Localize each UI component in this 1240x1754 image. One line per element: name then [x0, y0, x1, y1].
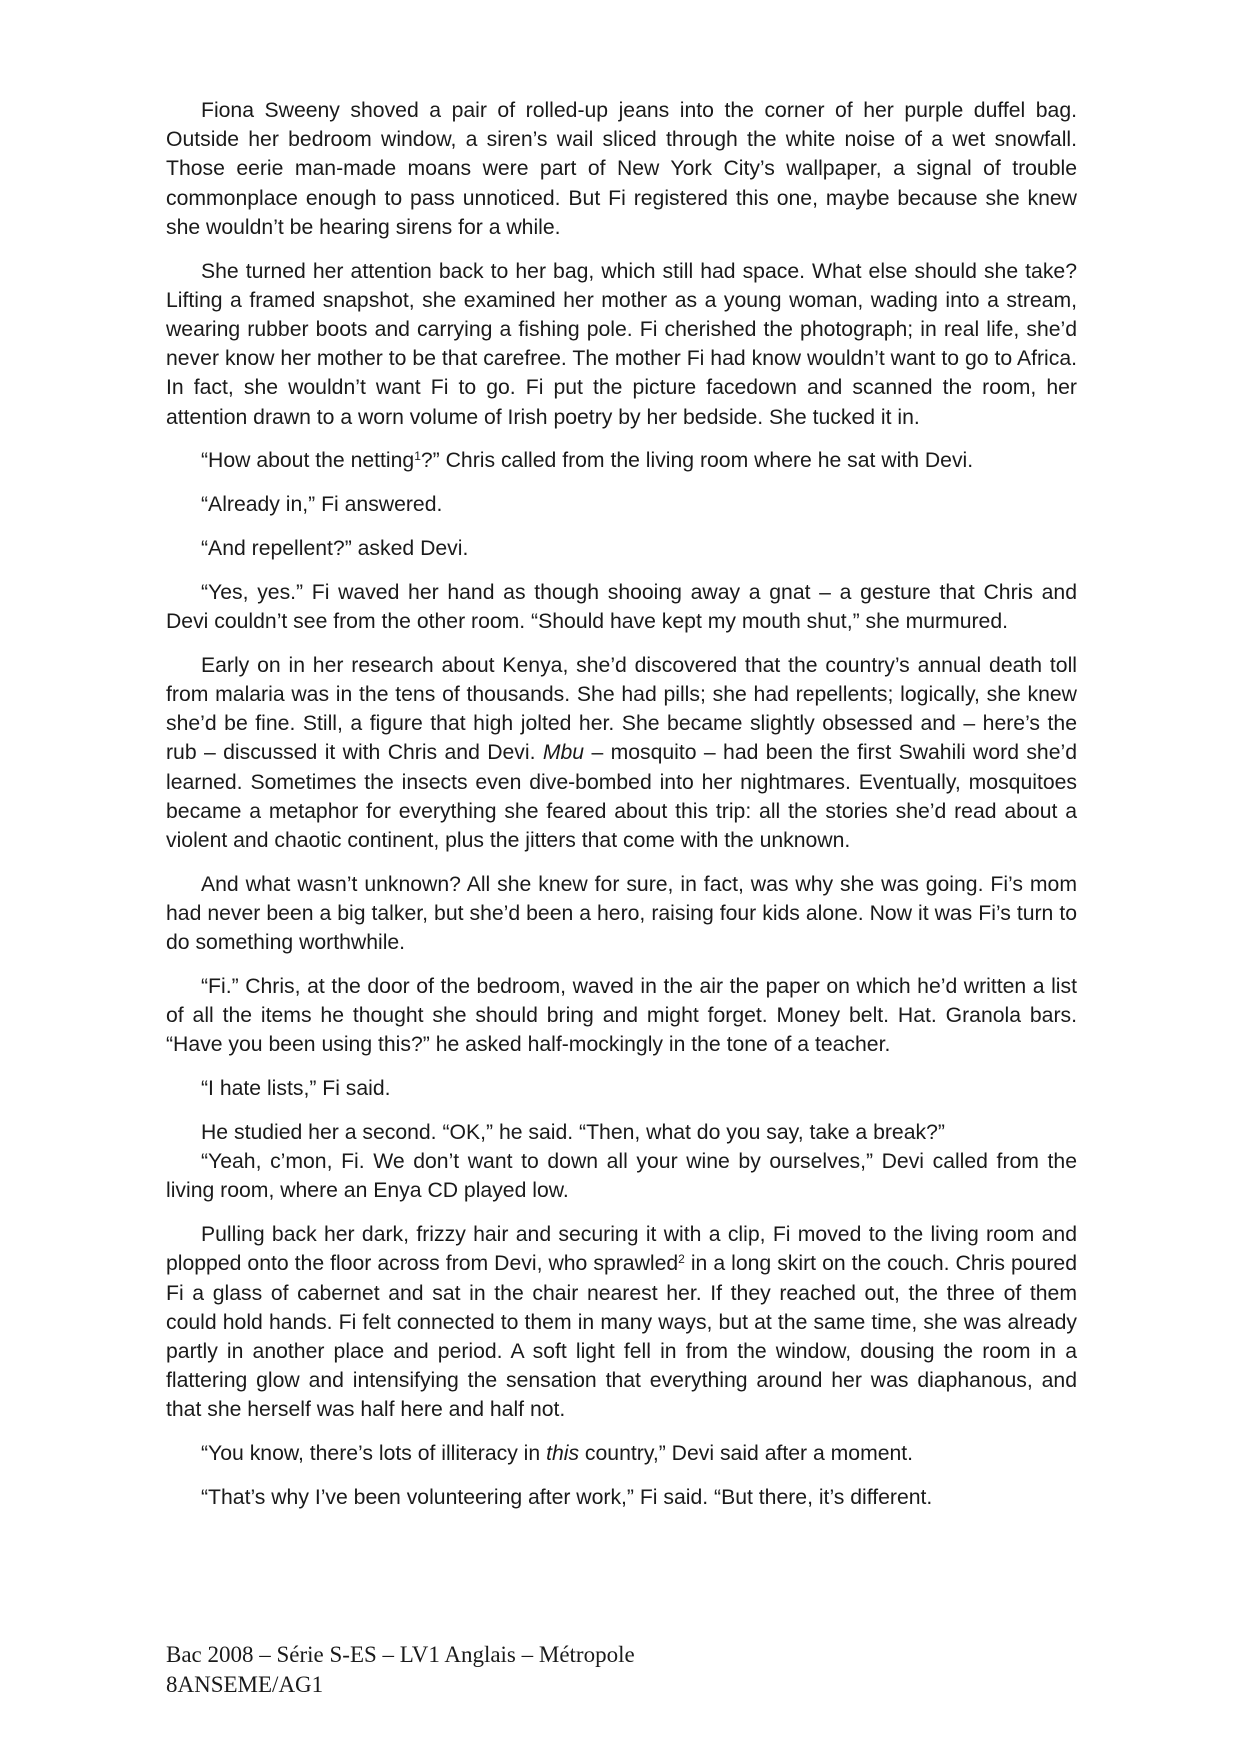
text-run: in a long skirt on the couch. Chris poured Fi a glass of cabernet and sat in the chair nearest her. If they reached out, the three of them could hold hands. Fi felt connected to them in many ways, but at the same time, she was already partly in another place and period. A soft light fell in from the window, dousing the room in a flattering glow and intensifying the sensation that everything around her was diaphanous, and that she herself was half here and half not.: [166, 1252, 1077, 1422]
paragraph: [166, 446, 1077, 475]
page-footer: [166, 1640, 635, 1700]
text-run: “Yeah, c’mon, Fi. We don’t want to down all your wine by ourselves,” Devi called from the living room, where an Enya CD played low.: [166, 1150, 1077, 1203]
text-run: “And repellent?” asked Devi.: [201, 537, 469, 561]
text-run: Early on in her research about Kenya, she’d discovered that the country’s annual death toll from malaria was in the tens of thousands. She had pills; she had repellents; logically, she knew she’d be fine. Still, a figure that high jolted her. She became slightly obsessed and – here’s the rub – discussed it with Chris and Devi.: [166, 653, 1077, 765]
text-run: He studied her a second. “OK,” he said. “Then, what do you say, take a break?”: [201, 1121, 945, 1145]
text-run: “Already in,” Fi answered.: [201, 493, 443, 517]
text-run: “Yes, yes.” Fi waved her hand as though shooing away a gnat – a gesture that Chris and Devi couldn’t see from the other room. “Should have kept my mouth shut,” she murmured.: [166, 580, 1077, 634]
paragraph: [166, 1147, 1077, 1205]
italic-text: Mbu: [542, 741, 585, 765]
paragraph: [166, 257, 1077, 432]
text-run: “Fi.” Chris, at the door of the bedroom, waved in the air the paper on which he’d written a list of all the items he thought she should bring and might forget. Money belt. Hat. Granola bars. “Have you been using this?” he asked half-mockingly in the tone of a teacher.: [166, 975, 1077, 1057]
paragraph: [166, 490, 1077, 519]
paragraph: [166, 1483, 1077, 1512]
text-run: “You know, there’s lots of illiteracy in: [201, 1442, 547, 1466]
paragraph: [166, 534, 1077, 563]
text-run: ?” Chris called from the living room where he sat with Devi.: [420, 449, 974, 473]
paragraph: [166, 870, 1077, 958]
text-run: Fiona Sweeny shoved a pair of rolled-up jeans into the corner of her purple duffel bag. Outside her bedroom window, a siren’s wail sliced through the white noise of a wet snowfall. Those eerie man-made moans were part of New York City’s wallpaper, a signal of trouble commonplace enough to pass unnoticed. But Fi registered this one, maybe because she knew she wouldn’t be hearing sirens for a while.: [166, 99, 1077, 239]
text-run: She turned her attention back to her bag, which still had space. What else should she take? Lifting a framed snapshot, she examined her mother as a young woman, wading into a stream, wearing rubber boots and carrying a fishing pole. Fi cherished the photograph; in real life, she’d never know her mother to be that carefree. The mother Fi had know wouldn’t want to go to Africa. In fact, she wouldn’t want Fi to go. Fi put the picture facedown and scanned the room, her attention drawn to a worn volume of Irish poetry by her bedside. She tucked it in.: [166, 259, 1077, 429]
italic-text: this: [546, 1442, 580, 1466]
text-run: And what wasn’t unknown? All she knew for sure, in fact, was why she was going. Fi’s mom had never been a big talker, but she’d been a hero, raising four kids alone. Now it was Fi’s turn to do something worthwhile.: [166, 872, 1077, 955]
footer-exam-code: 8ANSEME/AG1: [166, 1672, 324, 1697]
footnote-marker: 2: [678, 1252, 685, 1267]
paragraph: [166, 1074, 1077, 1103]
footnote-marker: 1: [414, 449, 421, 464]
text-run: – mosquito – had been the first Swahili word she’d learned. Sometimes the insects even dive-bombed into her nightmares. Eventually, mosquitoes became a metaphor for everything she feared about this trip: all the stories she’d read about a violent and chaotic continent, plus the jitters that come with the unknown.: [166, 741, 1077, 853]
paragraph: [166, 578, 1077, 636]
footer-exam-title: Bac 2008 – Série S-ES – LV1 Anglais – Métropole: [166, 1642, 635, 1667]
text-run: “How about the netting: [201, 449, 415, 473]
paragraph: [166, 1439, 1077, 1468]
paragraph: [166, 1220, 1077, 1424]
paragraph: [166, 972, 1077, 1060]
paragraph: [166, 1118, 1077, 1147]
paragraph: [166, 96, 1077, 242]
text-run: country,” Devi said after a moment.: [579, 1442, 914, 1466]
text-run: “That’s why I’ve been volunteering after work,” Fi said. “But there, it’s different.: [201, 1486, 933, 1510]
text-run: “I hate lists,” Fi said.: [201, 1077, 391, 1101]
text-run: Pulling back her dark, frizzy hair and securing it with a clip, Fi moved to the living room and plopped onto the floor across from Devi, who sprawled: [166, 1223, 1077, 1276]
paragraph: [166, 651, 1077, 855]
document-body: [166, 96, 1077, 1527]
